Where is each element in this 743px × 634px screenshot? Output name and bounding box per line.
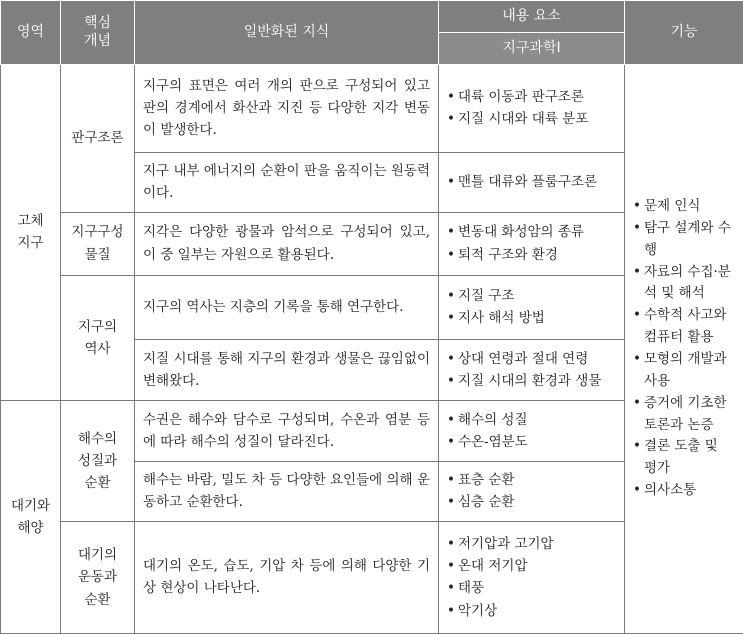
knowledge-cell: 지구의 역사는 지층의 기록을 통해 연구한다. — [135, 275, 439, 339]
list-item: • 온대 저기압 — [447, 555, 616, 577]
list-item: • 지질 시대의 환경과 생물 — [447, 370, 616, 392]
area-atmosphere-ocean: 대기와 해양 — [1, 400, 61, 633]
concept-seawater: 해수의 성질과 순환 — [61, 400, 135, 521]
concept-earth-materials: 지구구성 물질 — [61, 212, 135, 275]
list-item: • 악기상 — [447, 600, 616, 622]
concept-atmosphere: 대기의 운동과 순환 — [61, 521, 135, 633]
list-item: • 대륙 이동과 판구조론 — [447, 86, 616, 108]
header-skills: 기능 — [625, 1, 743, 65]
elements-cell — [439, 339, 625, 400]
list-item: • 퇴적 구조와 환경 — [447, 244, 616, 266]
list-item: • 지질 시대와 대륙 분포 — [447, 108, 616, 130]
elements-cell — [439, 400, 625, 461]
elements-cell — [439, 521, 625, 633]
list-item: • 수온-염분도 — [447, 431, 616, 453]
header-content-elements: 내용 요소 — [439, 1, 625, 33]
elements-cell — [439, 461, 625, 521]
knowledge-cell: 해수는 바람, 밀도 차 등 다양한 요인들에 의해 운동하고 순환한다. — [135, 461, 439, 521]
list-item: • 문제 인식 — [633, 196, 735, 218]
list-item: • 모형의 개발과 사용 — [633, 349, 735, 393]
elements-cell — [439, 275, 625, 339]
knowledge-cell: 지각은 다양한 광물과 암석으로 구성되어 있고, 이 중 일부는 자원으로 활용된다. — [135, 212, 439, 275]
list-item: • 상대 연령과 절대 연령 — [447, 348, 616, 370]
list-item: • 표층 순환 — [447, 469, 616, 491]
list-item: • 지질 구조 — [447, 285, 616, 307]
list-item: • 심층 순환 — [447, 491, 616, 513]
concept-plate-tectonics: 판구조론 — [61, 65, 135, 213]
list-item: • 탐구 설계와 수행 — [633, 218, 735, 262]
list-item: • 변동대 화성암의 종류 — [447, 221, 616, 243]
list-item: • 저기압과 고기압 — [447, 533, 616, 555]
concept-earth-history: 지구의 역사 — [61, 275, 135, 400]
knowledge-cell: 수권은 해수와 담수로 구성되며, 수온과 염분 등에 따라 해수의 성질이 달라진다. — [135, 400, 439, 461]
list-item: • 증거에 기초한 토론과 논증 — [633, 393, 735, 437]
knowledge-cell: 지구 내부 에너지의 순환이 판을 움직이는 원동력이다. — [135, 152, 439, 212]
list-item: • 자료의 수집·분석 및 해석 — [633, 262, 735, 306]
elements-cell — [439, 152, 625, 212]
list-item: • 태풍 — [447, 577, 616, 599]
list-item: • 의사소통 — [633, 480, 735, 502]
area-solid-earth: 고체 지구 — [1, 65, 61, 401]
list-item: • 지사 해석 방법 — [447, 307, 616, 329]
header-generalized-knowledge: 일반화된 지식 — [135, 1, 439, 65]
header-area: 영역 — [1, 1, 61, 65]
header-subject: 지구과학Ⅰ — [439, 33, 625, 65]
knowledge-cell: 대기의 온도, 습도, 기압 차 등에 의해 다양한 기상 현상이 나타난다. — [135, 521, 439, 633]
list-item: • 해수의 성질 — [447, 409, 616, 431]
header-core-concept: 핵심 개념 — [61, 1, 135, 65]
elements-cell — [439, 212, 625, 275]
list-item: • 결론 도출 및 평가 — [633, 436, 735, 480]
list-item: • 수학적 사고와 컴퓨터 활용 — [633, 305, 735, 349]
knowledge-cell: 지질 시대를 통해 지구의 환경과 생물은 끊임없이 변해왔다. — [135, 339, 439, 400]
elements-cell — [439, 65, 625, 153]
knowledge-cell: 지구의 표면은 여러 개의 판으로 구성되어 있고 판의 경계에서 화산과 지진 등 다양한 지각 변동이 발생한다. — [135, 65, 439, 153]
list-item: • 맨틀 대류와 플룸구조론 — [447, 171, 616, 193]
skills-cell — [625, 65, 743, 634]
